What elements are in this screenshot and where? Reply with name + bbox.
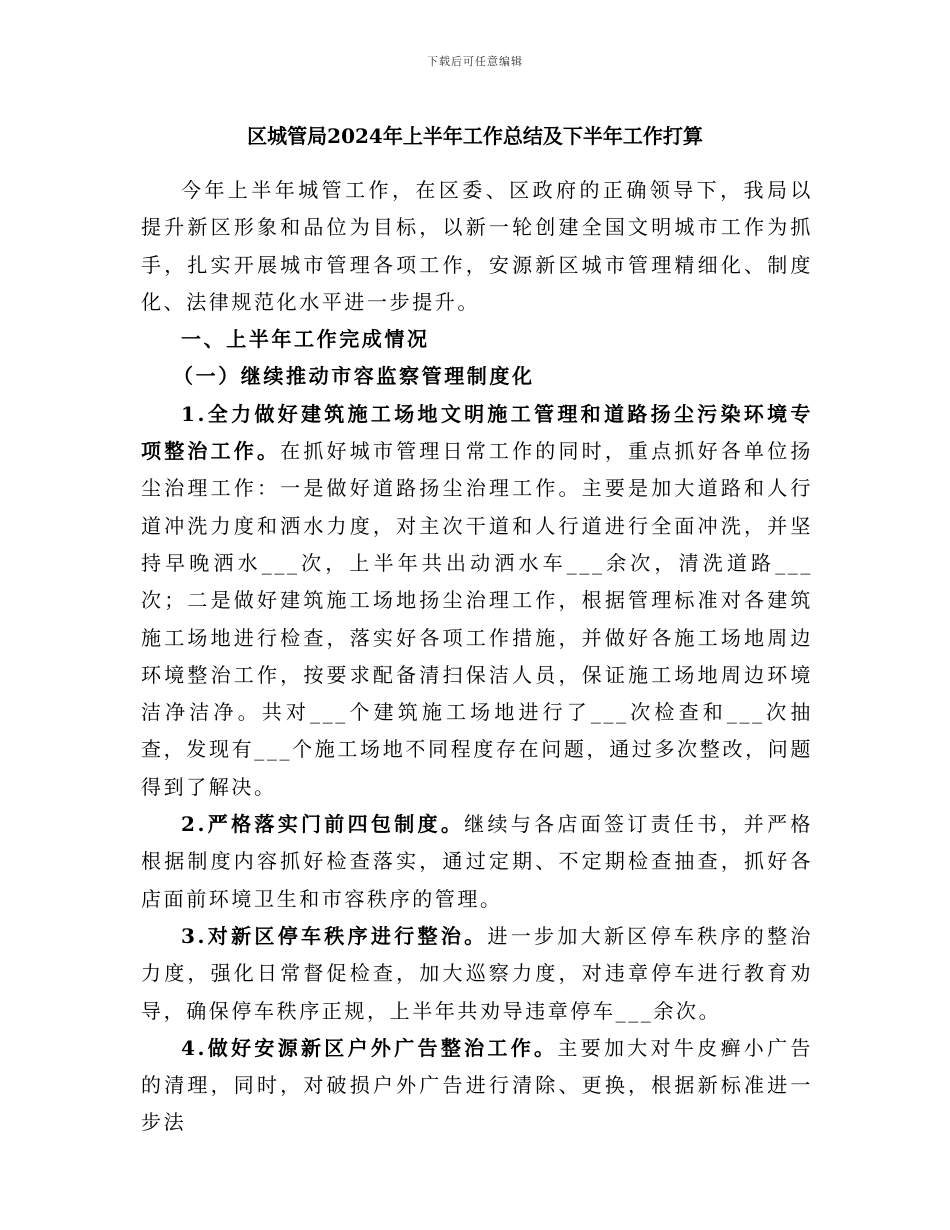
item-lead: 4.做好安源新区户外广告整治工作。 <box>181 1035 558 1060</box>
item-paragraph-2 <box>141 806 813 918</box>
item-lead: 2.严格落实门前四包制度。 <box>181 812 465 837</box>
subsection-heading: （一）继续推动市容监察管理制度化 <box>173 364 535 389</box>
item-text: 进一步加大新区停车秩序的整治力度，强化日常督促检查，加大巡察力度，对违章停车进行教育劝导，确保停车秩序正规，上半年共劝导违章停车___余次。 <box>141 923 813 1023</box>
page-header-note: 下载后可任意编辑 <box>427 55 523 68</box>
item-text: 继续与各店面签订责任书，并严格根据制度内容抓好检查落实，通过定期、不定期检查抽查，抓好各店面前环境卫生和市容秩序的管理。 <box>141 812 814 911</box>
item-text: 主要加大对牛皮癣小广告的清理，同时，对破损户外广告进行清除、更换，根据新标准进一步法 <box>141 1035 813 1135</box>
item-paragraph-1 <box>141 396 813 806</box>
section-heading: 一、上半年工作完成情况 <box>181 327 430 352</box>
intro-paragraph: 今年上半年城管工作，在区委、区政府的正确领导下，我局以提升新区形象和品位为目标，以新一轮创建全国文明城市工作为抓手，扎实开展城市管理各项工作，安源新区城市管理精细化、制度化、法律规范化水平进一步提升。 <box>141 178 813 314</box>
document-body <box>141 172 813 1142</box>
item-lead: 3.对新区停车秩序进行整治。 <box>181 923 488 948</box>
item-text: 在抓好城市管理日常工作的同时，重点抓好各单位扬尘治理工作：一是做好道路扬尘治理工作。主要是加大道路和人行道冲洗力度和洒水力度，对主次干道和人行道进行全面冲洗，并坚持早晚洒水___次，上半年共出动洒水车___余次，清洗道路___次；二是做好建筑施工场地扬尘治理工作，根据管理标准对各建筑施工场地进行检查，落实好各项工作措施，并做好各施工场地周边环境整治工作，按要求配备清扫保洁人员，保证施工场地周边环境洁净洁净。共对___个建筑施工场地进行了___次检查和___次抽查，发现有___个施工场地不同程度存在问题，通过多次整改，问题得到了解决。 <box>141 439 813 799</box>
item-paragraph-3 <box>141 918 813 1030</box>
item-lead: 1.全力做好建筑施工场地文明施工管理和道路扬尘污染环境专项整治工作。 <box>141 401 813 464</box>
item-paragraph-4 <box>141 1030 813 1142</box>
document-title: 区城管局2024年上半年工作总结及下半年工作打算 <box>247 124 703 148</box>
